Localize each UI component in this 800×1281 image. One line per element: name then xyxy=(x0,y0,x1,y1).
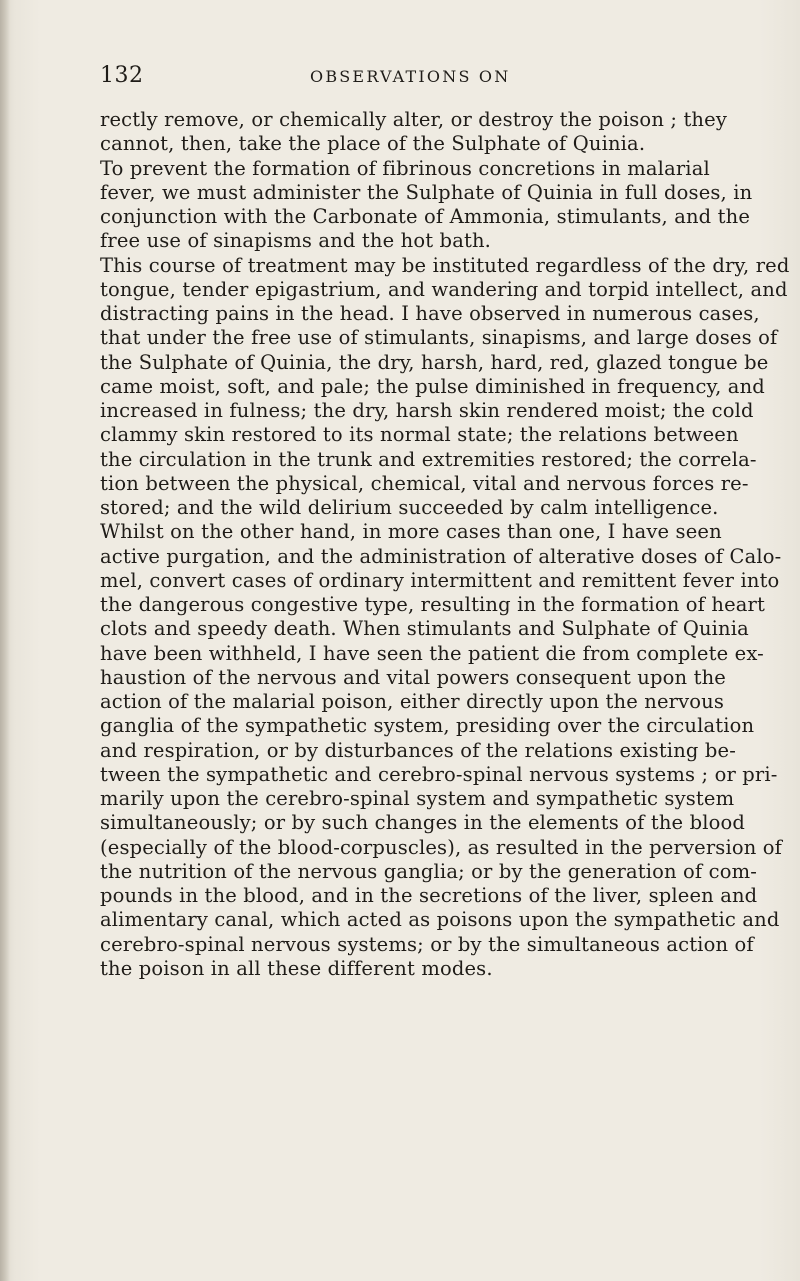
text-line: have been withheld, I have seen the patient die from complete ex- xyxy=(100,641,764,665)
text-line: the circulation in the trunk and extremities restored; the correla- xyxy=(100,447,757,471)
text-line: that under the free use of stimulants, sinapisms, and large doses of xyxy=(100,326,778,350)
page-header xyxy=(100,63,710,93)
text-line: haustion of the nervous and vital powers consequent upon the xyxy=(100,665,726,689)
running-head: OBSERVATIONS ON xyxy=(310,67,511,86)
text-line: tongue, tender epigastrium, and wandering and torpid intellect, and xyxy=(100,277,788,301)
text-line: clammy skin restored to its normal state; the relations between xyxy=(100,423,739,447)
text-line: increased in fulness; the dry, harsh skin rendered moist; the cold xyxy=(100,399,754,422)
text-line: fever, we must administer the Sulphate of Quinia in full doses, in xyxy=(100,180,753,204)
text-line: ganglia of the sympathetic system, presiding over the circulation xyxy=(100,714,755,738)
text-line: Whilst on the other hand, in more cases than one, I have seen xyxy=(100,520,722,544)
text-line: (especially of the blood-corpuscles), as resulted in the perversion of xyxy=(100,835,783,859)
text-line: cannot, then, take the place of the Sulphate of Quinia. xyxy=(100,132,646,156)
text-line: marily upon the cerebro-spinal system and sympathetic system xyxy=(100,787,735,810)
text-line: This course of treatment may be instituted regardless of the dry, red xyxy=(100,253,790,277)
binding-gutter xyxy=(0,0,10,1281)
text-line: free use of sinapisms and the hot bath. xyxy=(100,229,492,253)
text-line: tween the sympathetic and cerebro-spinal nervous systems ; or pri- xyxy=(100,762,778,786)
text-line: and respiration, or by disturbances of the relations existing be- xyxy=(100,738,736,762)
text-line: clots and speedy death. When stimulants and Sulphate of Quinia xyxy=(100,617,749,641)
text-line: came moist, soft, and pale; the pulse diminished in frequency, and xyxy=(100,374,765,398)
text-line: the Sulphate of Quinia, the dry, harsh, hard, red, glazed tongue be xyxy=(100,350,769,374)
text-line: action of the malarial poison, either directly upon the nervous xyxy=(100,690,725,713)
body-text xyxy=(100,108,790,981)
page-number: 132 xyxy=(100,63,144,88)
text-line: alimentary canal, which acted as poisons upon the sympathetic and xyxy=(100,908,780,932)
text-line: rectly remove, or chemically alter, or destroy the poison ; they xyxy=(100,108,727,131)
text-line: mel, convert cases of ordinary intermittent and remittent fever into xyxy=(100,568,780,592)
text-line: the nutrition of the nervous ganglia; or by the generation of com- xyxy=(100,859,757,883)
text-line: tion between the physical, chemical, vital and nervous forces re- xyxy=(100,471,749,495)
text-line: cerebro-spinal nervous systems; or by the simultaneous action of xyxy=(100,932,754,956)
text-line: stored; and the wild delirium succeeded by calm intelligence. xyxy=(100,496,719,519)
text-line: the dangerous congestive type, resulting in the formation of heart xyxy=(100,593,766,616)
text-line: active purgation, and the administration of alterative doses of Calo- xyxy=(100,544,782,568)
text-line: distracting pains in the head. I have observed in numerous cases, xyxy=(100,302,760,325)
text-line: simultaneously; or by such changes in the elements of the blood xyxy=(100,811,746,835)
text-line: pounds in the blood, and in the secretions of the liver, spleen and xyxy=(100,884,758,907)
text-line: conjunction with the Carbonate of Ammonia, stimulants, and the xyxy=(100,205,751,228)
text-line: the poison in all these different modes. xyxy=(100,956,493,980)
text-line: To prevent the formation of fibrinous concretions in malarial xyxy=(100,156,710,180)
